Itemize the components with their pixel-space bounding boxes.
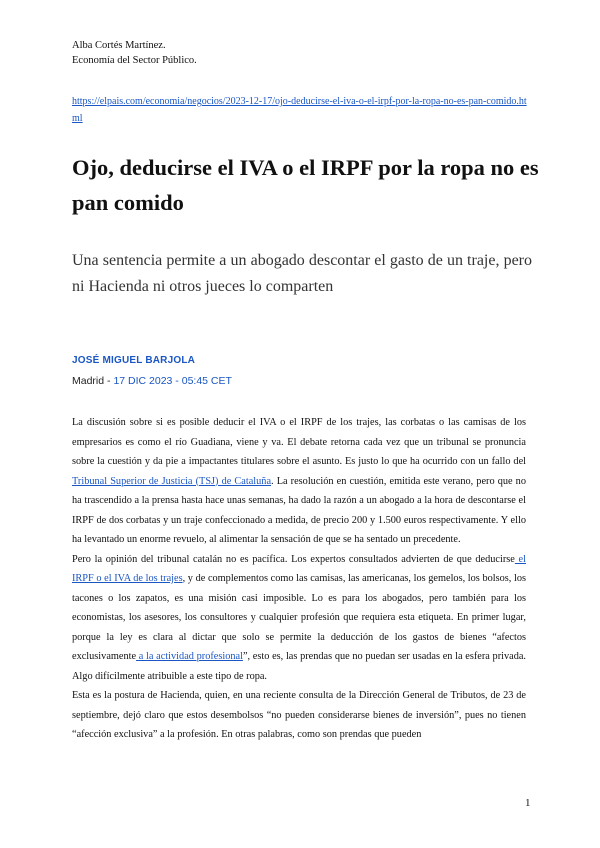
- header-block: [72, 38, 197, 68]
- paragraph-2-text-a: Pero la opinión del tribunal catalán no es pacífica. Los expertos consultados advierten de que deducirse: [72, 553, 515, 565]
- paragraph-1-text-b: . La resolución en cuestión, emitida este verano, pero que no ha trascendido a la prensa hasta hace unas semanas, ha dado la razón a un abogado a la hora de descontarse el IRPF de dos corbatas y un traje confeccionado a medida, de precio 200 y 1.500 euros respectivamente. Y ello ha levantado un enorme revuelo, al alimentar la sensación de que se ha sentado un precedente.: [72, 475, 526, 545]
- location: Madrid -: [72, 375, 114, 387]
- article-subtitle: Una sentencia permite a un abogado descontar el gasto de un traje, pero ni Hacienda ni otros jueces lo comparten: [72, 252, 532, 295]
- dateline: [72, 375, 232, 387]
- article-body: [72, 413, 526, 745]
- actividad-profesional-link[interactable]: a la actividad profesional: [136, 651, 243, 662]
- paragraph-2-text-c: ”, esto es, las prendas que no puedan ser usadas en la esfera privada. Algo difícilmente atribuible a este tipo de ropa.: [72, 651, 526, 682]
- paragraph-2-text-b: , y de complementos como las camisas, las americanas, los gemelos, los bolsos, los tacones o los zapatos, es una misión casi imposible. Lo es para los abogados, pero también para los economistas, los asesores, los consultores y cualquier profesión que requiera esta etiqueta. En primer lugar, porque la ley es clara al dictar que solo se permite la deducción de los gastos de bienes “afectos exclusivamente: [72, 573, 526, 662]
- tsj-cataluna-link[interactable]: Tribunal Superior de Justicia (TSJ) de Cataluña: [72, 475, 272, 487]
- paragraph-2: [72, 550, 526, 687]
- page-number: 1: [525, 797, 531, 809]
- article-title: Ojo, deducirse el IVA o el IRPF por la ropa no es pan comido: [72, 155, 539, 215]
- course-name: Economía del Sector Público.: [72, 55, 197, 66]
- source-url-link[interactable]: https://elpais.com/economia/negocios/2023-12-17/ojo-deducirse-el-iva-o-el-irpf-por-la-ropa-no-es-pan-comido.html: [72, 96, 527, 124]
- paragraph-1: [72, 413, 526, 550]
- author-byline[interactable]: JOSÉ MIGUEL BARJOLA: [72, 355, 196, 366]
- paragraph-1-text-a: La discusión sobre si es posible deducir el IVA o el IRPF de los trajes, las corbatas o las camisas de los empresarios es como el río Guadiana, viene y va. El debate retorna cada vez que un tribunal se pronuncia sobre la cuestión y da pie a impactantes titulares sobre el asunto. Es justo lo que ha ocurrido con un fallo del: [72, 417, 526, 467]
- author-name: Alba Cortés Martínez.: [72, 40, 166, 51]
- publish-date[interactable]: 17 DIC 2023 - 05:45 CET: [113, 375, 232, 387]
- irpf-iva-trajes-link[interactable]: el IRPF o el IVA de los trajes: [72, 553, 526, 584]
- paragraph-3: Esta es la postura de Hacienda, quien, en una reciente consulta de la Dirección General de Tributos, de 23 de septiembre, dejó claro que estos desembolsos “no pueden considerarse bienes de inversión”, pues no tienen “afección exclusiva” a la profesión. En otras palabras, como son prendas que pueden: [72, 690, 526, 740]
